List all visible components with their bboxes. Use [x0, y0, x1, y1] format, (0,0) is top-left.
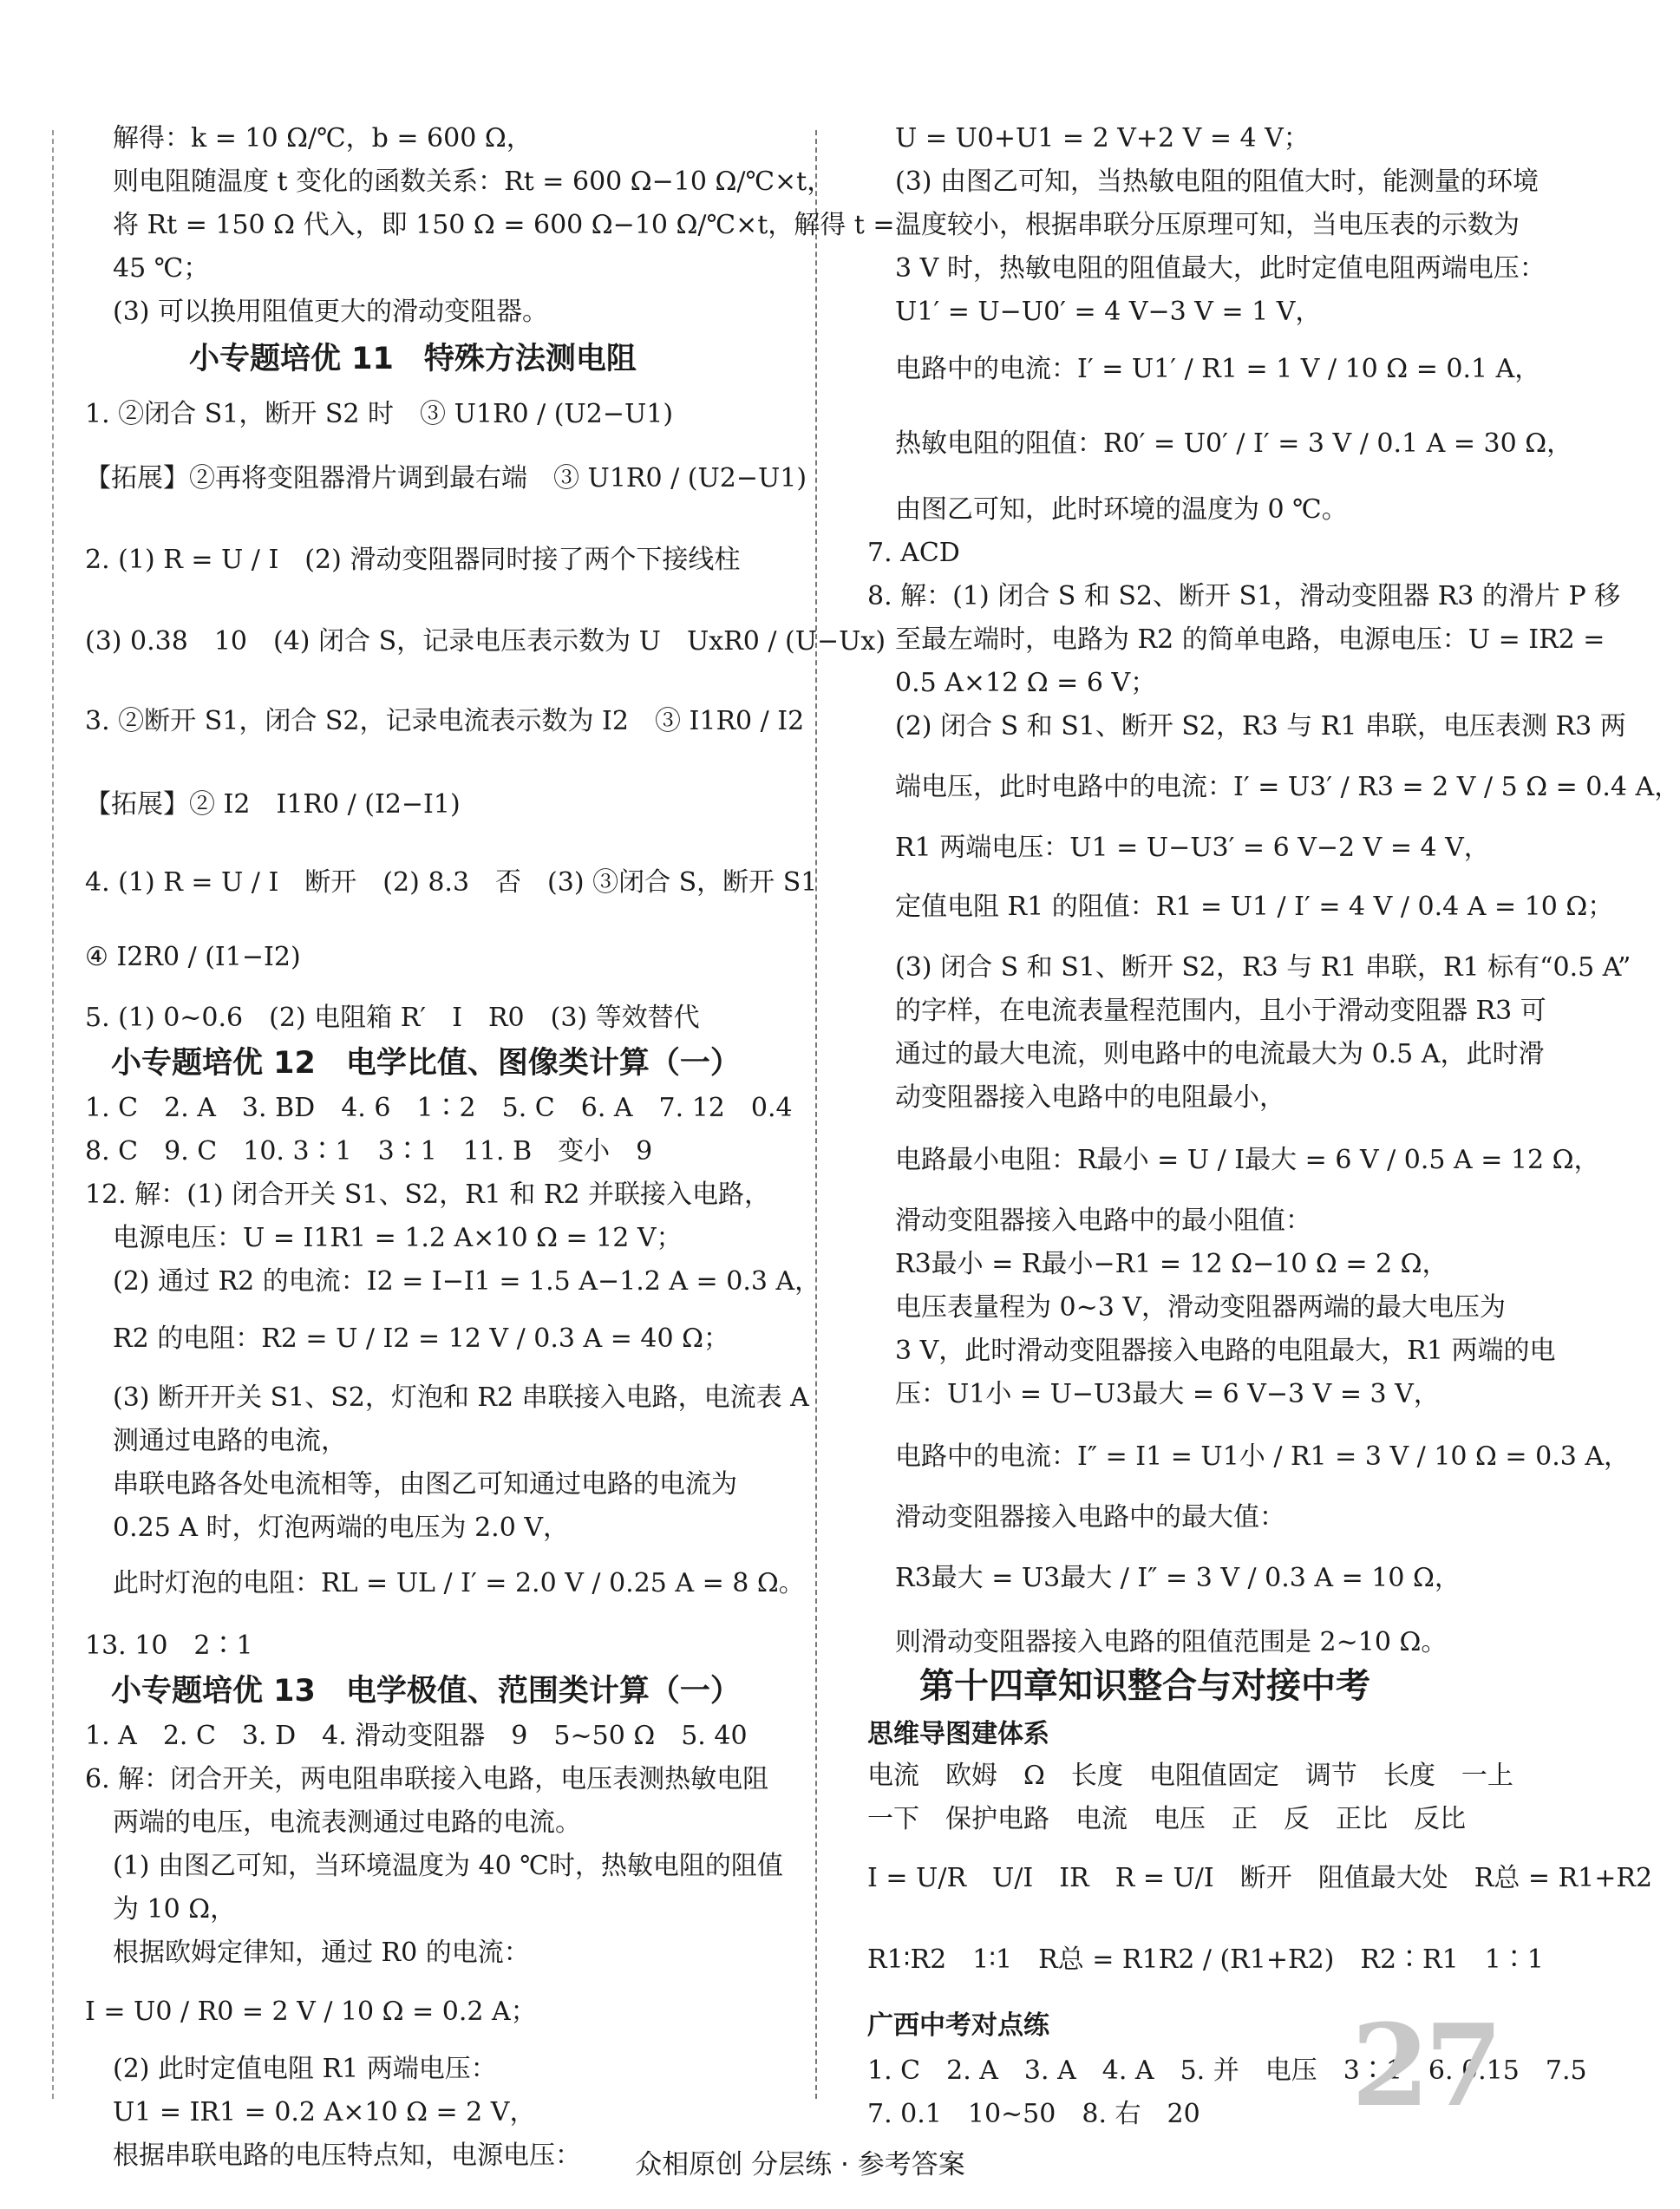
answer-line: (3) 闭合 S 和 S1、断开 S2，R3 与 R1 串联，R1 标有“0.5 A” — [895, 952, 1631, 983]
answer-line: 电路中的电流：I′ = U1′ / R1 = 1 V / 10 Ω = 0.1 A， — [895, 354, 1541, 384]
answer-line: 则滑动变阻器接入电路的阻值范围是 2~10 Ω。 — [895, 1627, 1448, 1657]
answer-line: 电源电压：U = I1R1 = 1.2 A×10 Ω = 12 V； — [113, 1223, 683, 1253]
answer-line: 8. 解：(1) 闭合 S 和 S2、断开 S1，滑动变阻器 R3 的滑片 P 移 — [867, 581, 1621, 611]
text-line: (3) 可以换用阻值更大的滑动变阻器。 — [113, 297, 549, 327]
answer-line: R3最大 = U3最大 / I″ = 3 V / 0.3 A = 10 Ω， — [895, 1563, 1461, 1593]
answer-line: 0.5 A×12 Ω = 6 V； — [895, 668, 1157, 698]
answer-line: 6. 解：闭合开关，两电阻串联接入电路，电压表测热敏电阻 — [85, 1764, 769, 1794]
answer-line: 通过的最大电流，则电路中的电流最大为 0.5 A，此时滑 — [895, 1039, 1545, 1069]
answer-line: I = U/R U/I IR R = U/I 断开 阻值最大处 R总 = R1+R2 — [867, 1863, 1653, 1893]
answer-line: 【拓展】②再将变阻器滑片调到最右端 ③ U1R0 / (U2−U1) — [85, 463, 807, 493]
answer-line: 两端的电压，电流表测通过电路的电流。 — [113, 1807, 581, 1838]
answer-line: R1∶R2 1∶1 R总 = R1R2 / (R1+R2) R2∶R1 1∶1 — [867, 1944, 1544, 1975]
answer-line: 3. ②断开 S1，闭合 S2，记录电流表示数为 I2 ③ I1R0 / I2 — [85, 706, 805, 736]
answer-line: 3 V 时，热敏电阻的阻值最大，此时定值电阻两端电压： — [895, 253, 1546, 284]
chapter-heading: 第十四章知识整合与对接中考 — [919, 1666, 1370, 1706]
answer-line: 电路中的电流：I″ = I1 = U1小 / R1 = 3 V / 10 Ω = 0.3 A， — [895, 1441, 1631, 1472]
answer-line: 1. ②闭合 S1，断开 S2 时 ③ U1R0 / (U2−U1) — [85, 399, 674, 429]
answer-line: (3) 0.38 10 (4) 闭合 S，记录电压表示数为 U UxR0 / (U−Ux) — [85, 626, 886, 657]
answer-line: 串联电路各处电流相等，由图乙可知通过电路的电流为 — [113, 1469, 737, 1500]
answer-line: R3最小 = R最小−R1 = 12 Ω−10 Ω = 2 Ω， — [895, 1249, 1448, 1279]
answer-line: (2) 通过 R2 的电流：I2 = I−I1 = 1.5 A−1.2 A = 0.3 A， — [113, 1266, 821, 1297]
answer-line: 12. 解：(1) 闭合开关 S1、S2，R1 和 R2 并联接入电路， — [85, 1180, 771, 1210]
answer-line: 2. (1) R = U / I (2) 滑动变阻器同时接了两个下接线柱 — [85, 545, 741, 575]
answer-line: 为 10 Ω， — [113, 1894, 237, 1925]
answer-line: U = U0+U1 = 2 V+2 V = 4 V； — [895, 123, 1310, 154]
answer-line: 4. (1) R = U / I 断开 (2) 8.3 否 (3) ③闭合 S，断开 S1 — [85, 867, 818, 898]
answer-line: 滑动变阻器接入电路中的最小阻值： — [895, 1206, 1311, 1236]
answer-line: (2) 闭合 S 和 S1、断开 S2，R3 与 R1 串联，电压表测 R3 两 — [895, 711, 1626, 742]
answer-line: (3) 断开开关 S1、S2，灯泡和 R2 串联接入电路，电流表 A — [113, 1382, 809, 1413]
answer-line: 1. C 2. A 3. A 4. A 5. 并 电压 3∶1 6. 0.15 7.5 — [867, 2055, 1587, 2086]
answer-line: 测通过电路的电流， — [113, 1426, 347, 1456]
answer-line: 13. 10 2∶1 — [85, 1631, 253, 1661]
subheading: 广西中考对点练 — [867, 2010, 1049, 2041]
answer-line: ④ I2R0 / (I1−I2) — [85, 942, 301, 972]
text-line: 将 Rt = 150 Ω 代入，即 150 Ω = 600 Ω−10 Ω/℃×t，解得 t = — [113, 210, 895, 240]
answer-line: (2) 此时定值电阻 R1 两端电压： — [113, 2054, 497, 2084]
answer-line: 定值电阻 R1 的阻值：R1 = U1 / I′ = 4 V / 0.4 A = 10 Ω； — [895, 892, 1614, 922]
text-line: 解得：k = 10 Ω/℃，b = 600 Ω， — [113, 123, 533, 154]
answer-line: 电流 欧姆 Ω 长度 电阻值固定 调节 长度 一上 — [867, 1761, 1513, 1791]
page-footer: 众相原创 分层练 · 参考答案 — [635, 2149, 965, 2180]
answer-line: 1. A 2. C 3. D 4. 滑动变阻器 9 5~50 Ω 5. 40 — [85, 1721, 748, 1751]
answer-line: 压：U1小 = U−U3最大 = 6 V−3 V = 3 V， — [895, 1379, 1440, 1409]
answer-line: 热敏电阻的阻值：R0′ = U0′ / I′ = 3 V / 0.1 A = 30 Ω， — [895, 428, 1573, 459]
answer-line: 1. C 2. A 3. BD 4. 6 1∶2 5. C 6. A 7. 12 0.4 — [85, 1093, 793, 1123]
answer-line: 至最左端时，电路为 R2 的简单电路，电源电压：U = IR2 = — [895, 624, 1605, 655]
text-line: 则电阻随温度 t 变化的函数关系：Rt = 600 Ω−10 Ω/℃×t， — [113, 167, 833, 197]
answer-line: I = U0 / R0 = 2 V / 10 Ω = 0.2 A； — [85, 1997, 537, 2027]
left-margin-rule — [52, 130, 54, 2099]
answer-line: 动变阻器接入电路中的电阻最小， — [895, 1082, 1285, 1113]
answer-line: 电路最小电阻：R最小 = U / I最大 = 6 V / 0.5 A = 12 Ω， — [895, 1145, 1600, 1175]
section-heading: 小专题培优 11 特殊方法测电阻 — [189, 342, 637, 376]
answer-line: 的字样，在电流表量程范围内，且小于滑动变阻器 R3 可 — [895, 996, 1546, 1026]
answer-line: 8. C 9. C 10. 3∶1 3∶1 11. B 变小 9 — [85, 1136, 653, 1167]
section-heading: 小专题培优 12 电学比值、图像类计算（一） — [111, 1046, 741, 1081]
answer-line: U1′ = U−U0′ = 4 V−3 V = 1 V， — [895, 297, 1322, 327]
answer-line: 5. (1) 0~0.6 (2) 电阻箱 R′ I R0 (3) 等效替代 — [85, 1003, 700, 1033]
subheading: 思维导图建体系 — [867, 1719, 1049, 1749]
answer-line: 温度较小，根据串联分压原理可知，当电压表的示数为 — [895, 210, 1520, 240]
answer-line: 由图乙可知，此时环境的温度为 0 ℃。 — [895, 494, 1348, 525]
answer-line: 0.25 A 时，灯泡两端的电压为 2.0 V， — [113, 1513, 569, 1543]
answer-line: 端电压，此时电路中的电流：I′ = U3′ / R3 = 2 V / 5 Ω = 0.4 A， — [895, 772, 1680, 802]
answer-line: (3) 由图乙可知，当热敏电阻的阻值大时，能测量的环境 — [895, 167, 1539, 197]
answer-line: 7. 0.1 10~50 8. 右 20 — [867, 2099, 1200, 2129]
answer-line: 此时灯泡的电阻：RL = UL / I′ = 2.0 V / 0.25 A = 8 Ω。 — [113, 1568, 805, 1598]
answer-line: 7. ACD — [867, 538, 960, 568]
answer-line: 【拓展】② I2 I1R0 / (I2−I1) — [85, 789, 461, 820]
answer-line: 3 V，此时滑动变阻器接入电路的电阻最大，R1 两端的电 — [895, 1336, 1556, 1366]
column-divider — [815, 130, 817, 2099]
answer-line: R2 的电阻：R2 = U / I2 = 12 V / 0.3 A = 40 Ω； — [113, 1323, 729, 1354]
section-heading: 小专题培优 13 电学极值、范围类计算（一） — [111, 1674, 741, 1709]
answer-line: 一下 保护电路 电流 电压 正 反 正比 反比 — [867, 1804, 1466, 1834]
text-line: 45 ℃； — [113, 253, 210, 284]
answer-line: U1 = IR1 = 0.2 A×10 Ω = 2 V， — [113, 2097, 536, 2127]
answer-line: R1 两端电压：U1 = U−U3′ = 6 V−2 V = 4 V， — [895, 833, 1490, 863]
answer-line: 根据串联电路的电压特点知，电源电压： — [113, 2140, 581, 2171]
answer-line: (1) 由图乙可知，当环境温度为 40 ℃时，热敏电阻的阻值 — [113, 1851, 783, 1881]
answer-line: 滑动变阻器接入电路中的最大值： — [895, 1502, 1285, 1533]
page-number: 27 — [1351, 1999, 1498, 2132]
answer-line: 电压表量程为 0~3 V，滑动变阻器两端的最大电压为 — [895, 1292, 1507, 1323]
answer-line: 根据欧姆定律知，通过 R0 的电流： — [113, 1938, 530, 1968]
